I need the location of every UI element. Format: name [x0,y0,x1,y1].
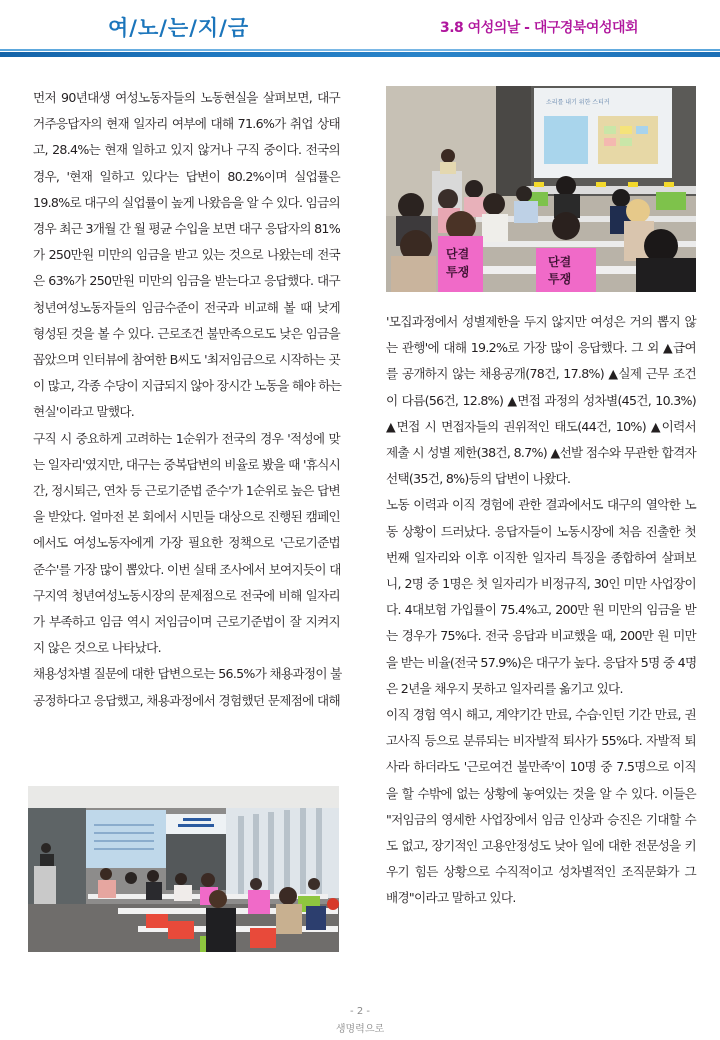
text-line: 는 경우가 75%다. 전국 응답과 비교했을 때, 200만 원 미만 [386,628,696,644]
text-line: 청년여성노동자들의 임금수준이 전국과 비교해 볼 때 낮게 [33,299,340,315]
photo-seminar-hall [28,786,339,952]
text-line: 현실'이라고 말했다. [33,404,135,420]
header-rule-thin [0,49,720,51]
text-line: 우기 힘든 상황으로 수직적이고 성차별적인 조직문화가 그 [386,864,696,880]
text-line: 는 일자리'였지만, 대구는 중복답변의 비율로 봤을 때 '휴식시 [33,456,341,472]
text-line: 공정하다고 응답했고, 채용과정에서 경험했던 문제점에 대해 [33,692,340,708]
text-line: 번째 일자리와 이후 이직한 일자리 특징을 종합하여 살펴보 [386,549,696,565]
text-line: 꼽았으며 인터뷰에 참여한 B씨도 '최저임금으로 시작하는 곳 [33,352,340,368]
svg-text:단결: 단결 [446,247,470,261]
text-line: 가 250만원 미만의 임금을 받고 있는 것으로 나왔는데 전국 [33,247,340,263]
text-line: 동 상황이 드러났다. 응답자들이 노동시장에 처음 진출한 첫 [386,523,696,539]
text-line: 채용성차별 질문에 대한 답변으로는 56.5%가 채용과정이 불 [33,666,342,682]
text-line: 고, 28.4%는 현재 일하고 있지 않거나 구직 중이다. 전국의 [33,142,340,158]
text-line: 을 받는 비율(전국 57.9%)은 대구가 높다. 응답자 5명 중 4명 [386,654,697,670]
left-column [33,85,340,714]
text-line: 제출 시 성별 제한(38건, 8.7%) ▲선발 점수와 무관한 합격자 [386,445,696,461]
right-column [386,309,696,912]
paragraph [33,426,340,662]
text-line: 지 않은 것으로 나타났다. [33,640,161,656]
svg-text:투쟁: 투쟁 [446,265,470,279]
text-line: 은 2년을 채우지 못하고 일자리를 옮기고 있다. [386,680,623,696]
text-line: 준수'를 가장 많이 뽑았다. 이번 실태 조사에서 보여지듯이 대 [33,561,341,577]
slide-title: 소리를 내기 위한 스티커 [546,99,610,106]
publication-name: 생명력으로 [335,1024,385,1035]
text-line: 이직 경험 역시 해고, 계약기간 만료, 수습·인턴 기간 만료, 권 [386,707,696,723]
page-header [0,0,720,60]
paragraph [386,492,696,702]
text-line: 배경"이라고 말하고 있다. [386,890,516,906]
paragraph [33,661,340,713]
text-line: 다. 4대보험 가입률이 75.4%고, 200만 원 미만의 임금을 받 [386,602,696,618]
text-line: 이 많고, 각종 수당이 지급되지 않아 장시간 노동을 해야 하는 [33,378,342,394]
text-line: 고사직 등으로 분류되는 비자발적 퇴사가 55%다. 자발적 퇴 [386,733,696,749]
text-line: 노동 이력과 이직 경험에 관한 결과에서도 대구의 열악한 노 [386,497,696,513]
text-line: 을 할 수밖에 없는 상황에 놓여있는 것을 알 수 있다. 이들은 [386,785,696,801]
header-rule-thick [0,52,720,57]
text-line: 도 없고, 장기적인 고용안정성도 낮아 일에 대한 전문성을 키 [386,838,696,854]
text-line: 에서도 여성노동자에게 가장 필요한 정책으로 '근로기준법 [33,535,340,551]
page-number: - 2 - [350,1006,370,1017]
text-line: "저임금의 영세한 사업장에서 임금 인상과 승진은 기대할 수 [386,811,696,827]
text-line: 간, 정시퇴근, 연차 등 근로기준법 준수'가 1순위로 높은 답변 [33,483,340,499]
section-title: 여/노/는/지/금 [108,16,250,40]
text-line: 사라 하더라도 '근로여건 불만족'이 10명 중 7.5명으로 이직 [386,759,696,775]
text-line: 는 관행'에 대해 19.2%로 가장 많이 응답했다. 그 외 ▲급여 [386,340,696,356]
text-line: 을 받았다. 얼마전 본 회에서 시민들 대상으로 진행된 캠페인 [33,509,340,525]
svg-text:투쟁: 투쟁 [548,272,572,286]
paragraph [33,85,340,426]
paragraph [386,702,696,912]
text-line: ▲면접 시 면접자들의 권위적인 태도(44건, 10%) ▲이력서 [386,418,696,434]
text-line: 경우, '현재 일하고 있다'는 답변이 80.2%이며 실업률은 [33,168,340,184]
paragraph [386,309,696,492]
section-subtitle: 3.8 여성의날 - 대구경북여성대회 [440,20,639,36]
text-line: 이 다름(56건, 12.8%) ▲면접 과정의 성차별(45건, 10.3%) [386,392,696,408]
text-line: 가 부족하고 임금 역시 저임금이며 근로기준법이 잘 지켜지 [33,614,340,630]
text-line: 경우 최근 3개월 간 월 평균 수입을 보면 대구 응답자의 81% [33,221,341,237]
text-line: 거주응답자의 현재 일자리 여부에 대해 71.6%가 취업 상태 [33,116,340,132]
text-line: 를 공개하지 않는 채용공개(78건, 17.8%) ▲실제 근무 조건 [386,366,696,382]
text-line: 니, 2명 중 1명은 첫 일자리가 비정규직, 30인 미만 사업장이 [386,576,696,592]
text-line: 구지역 청년여성노동시장의 문제점으로 전국에 비해 일자리 [33,587,340,603]
svg-text:단결: 단결 [548,255,572,269]
photo-meeting-front [386,86,696,292]
text-line: 형성된 것을 볼 수 있다. 근로조건 불만족으로도 낮은 임금을 [33,325,340,341]
text-line: 먼저 90년대생 여성노동자들의 노동현실을 살펴보면, 대구 [33,90,340,105]
text-line: 19.8%로 대구의 실업률이 높게 나왔음을 알 수 있다. 임금의 [33,194,341,210]
text-line: 구직 시 중요하게 고려하는 1순위가 전국의 경우 '적성에 맞 [33,430,340,446]
text-line: '모집과정에서 성별제한을 두지 않지만 여성은 거의 뽑지 않 [386,314,696,329]
text-line: 선택(35건, 8%)등의 답변이 나왔다. [386,471,571,487]
text-line: 은 63%가 250만원 미만의 임금을 받는다고 응답했다. 대구 [33,273,340,289]
